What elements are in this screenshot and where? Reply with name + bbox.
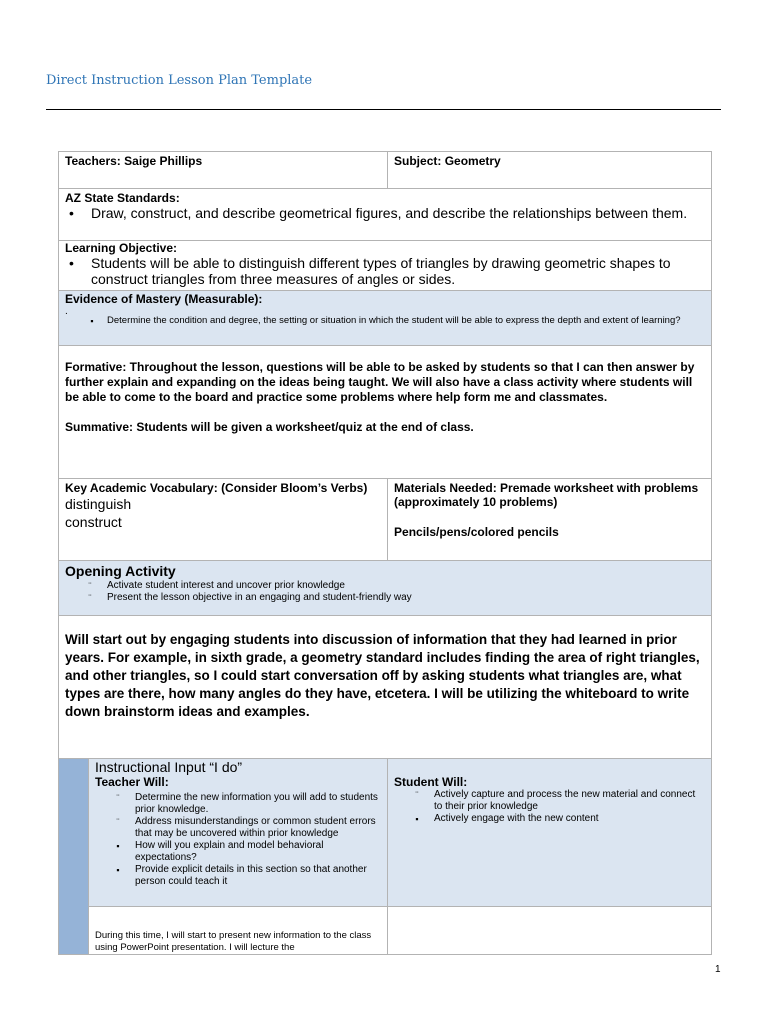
teacher-plan-text: During this time, I will start to present new information to the class using PowerPoint presentation. I will lecture the xyxy=(95,930,372,953)
mastery-bullet-text: Determine the condition and degree, the setting or situation in which the student will be able to express the depth and extent of learning? xyxy=(107,315,681,326)
dash-icon: ▪ xyxy=(90,316,94,326)
teacher-item xyxy=(95,864,381,888)
teacher-item-text: Address misunderstandings or common student errors that may be uncovered within prior knowledge xyxy=(135,816,376,839)
bullet-icon: ¨ xyxy=(116,817,120,827)
objective-heading: Learning Objective: xyxy=(65,241,178,255)
bullet-icon: ¨ xyxy=(88,593,92,603)
opening-row xyxy=(59,561,712,616)
teachers-cell xyxy=(59,152,388,189)
bullet-icon: ¨ xyxy=(116,793,120,803)
teachers-label: Teachers: Saige Phillips xyxy=(65,154,203,168)
teacher-plan-cell xyxy=(89,907,388,955)
teacher-will-cell xyxy=(89,759,388,907)
teacher-item xyxy=(95,816,381,840)
title-divider xyxy=(46,109,721,110)
instructional-heading: Instructional Input “I do” xyxy=(95,759,243,775)
opening-heading: Opening Activity xyxy=(65,563,176,579)
opening-plan-row xyxy=(59,616,712,759)
opening-item-text: Activate student interest and uncover prior knowledge xyxy=(107,580,345,591)
materials-extra: Pencils/pens/colored pencils xyxy=(394,525,559,539)
standards-bullet xyxy=(65,205,705,221)
student-item-text: Actively engage with the new content xyxy=(434,813,599,824)
lesson-plan-table xyxy=(58,151,712,955)
vocab-materials-row xyxy=(59,479,712,561)
subject-label: Subject: Geometry xyxy=(394,154,501,168)
standards-text: Draw, construct, and describe geometrical figures, and describe the relationships between them. xyxy=(91,205,688,221)
standards-heading: AZ State Standards: xyxy=(65,191,180,205)
teacher-item-text: Determine the new information you will add to students prior knowledge. xyxy=(135,792,378,815)
page-number: 1 xyxy=(715,964,721,975)
instructional-side-bar xyxy=(59,759,89,955)
formative-text: Formative: Throughout the lesson, questions will be able to be asked by students so that I can then answer by further explain and expanding on the ideas being taught. We will also have a class activity where students will be able to come to the board and practice some problems where help form me and classmates. xyxy=(65,360,695,404)
instructional-plan-row xyxy=(59,907,712,955)
student-item-text: Actively capture and process the new material and connect to their prior knowledge xyxy=(434,789,696,812)
objective-cell xyxy=(59,241,712,291)
square-bullet-icon: ▪ xyxy=(415,814,419,824)
vocab-word: construct xyxy=(65,514,122,530)
teacher-will-heading: Teacher Will: xyxy=(95,775,169,789)
vocab-word: distinguish xyxy=(65,496,132,512)
mastery-heading: Evidence of Mastery (Measurable): xyxy=(65,292,263,306)
teacher-item xyxy=(95,840,381,864)
student-plan-cell xyxy=(388,907,712,955)
student-item xyxy=(394,789,705,813)
vocabulary-heading: Key Academic Vocabulary: (Consider Bloom’s Verbs) xyxy=(65,481,368,495)
objective-row xyxy=(59,241,712,291)
mastery-row xyxy=(59,291,712,346)
standards-row xyxy=(59,189,712,241)
vocabulary-cell xyxy=(59,479,388,561)
instructional-row xyxy=(59,759,712,907)
opening-plan-cell xyxy=(59,616,712,759)
student-item xyxy=(394,813,705,825)
materials-cell xyxy=(388,479,712,561)
teacher-item-text: How will you explain and model behavioral expectations? xyxy=(135,840,324,863)
teacher-subject-row xyxy=(59,152,712,189)
mastery-dot: . xyxy=(65,306,68,317)
bullet-icon: • xyxy=(69,255,74,271)
square-bullet-icon: ▪ xyxy=(116,841,120,851)
assessment-cell xyxy=(59,346,712,479)
opening-cell xyxy=(59,561,712,616)
opening-plan-text: Will start out by engaging students into discussion of information that they had learned in prior years. For example, in sixth grade, a geometry standard includes finding the area of right triangles, and other triangles, so I could start conversation off by asking students what triangles are, what types are there, how many angles do they have, etcetera. I will be utilizing the whiteboard to write down brainstorm ideas and examples. xyxy=(65,632,700,719)
student-will-cell xyxy=(388,759,712,907)
opening-item xyxy=(65,580,705,592)
objective-text: Students will be able to distinguish different types of triangles by drawing geometric shapes to construct triangles from three measures of angles or sides. xyxy=(91,255,671,287)
document-title: Direct Instruction Lesson Plan Template xyxy=(46,73,313,88)
bullet-icon: ¨ xyxy=(415,790,419,800)
teacher-item xyxy=(95,792,381,816)
student-will-heading: Student Will: xyxy=(394,775,468,789)
subject-cell xyxy=(388,152,712,189)
bullet-icon: ¨ xyxy=(88,581,92,591)
square-bullet-icon: ▪ xyxy=(116,865,120,875)
standards-cell xyxy=(59,189,712,241)
opening-item-text: Present the lesson objective in an engaging and student-friendly way xyxy=(107,592,412,603)
teacher-item-text: Provide explicit details in this section so that another person could teach it xyxy=(135,864,367,887)
summative-text: Summative: Students will be given a worksheet/quiz at the end of class. xyxy=(65,420,474,434)
opening-item xyxy=(65,592,705,604)
materials-heading: Materials Needed: Premade worksheet with problems (approximately 10 problems) xyxy=(394,481,699,509)
objective-bullet xyxy=(65,255,705,287)
assessment-row xyxy=(59,346,712,479)
mastery-cell xyxy=(59,291,712,346)
bullet-icon: • xyxy=(69,205,74,221)
mastery-bullet xyxy=(65,315,705,327)
